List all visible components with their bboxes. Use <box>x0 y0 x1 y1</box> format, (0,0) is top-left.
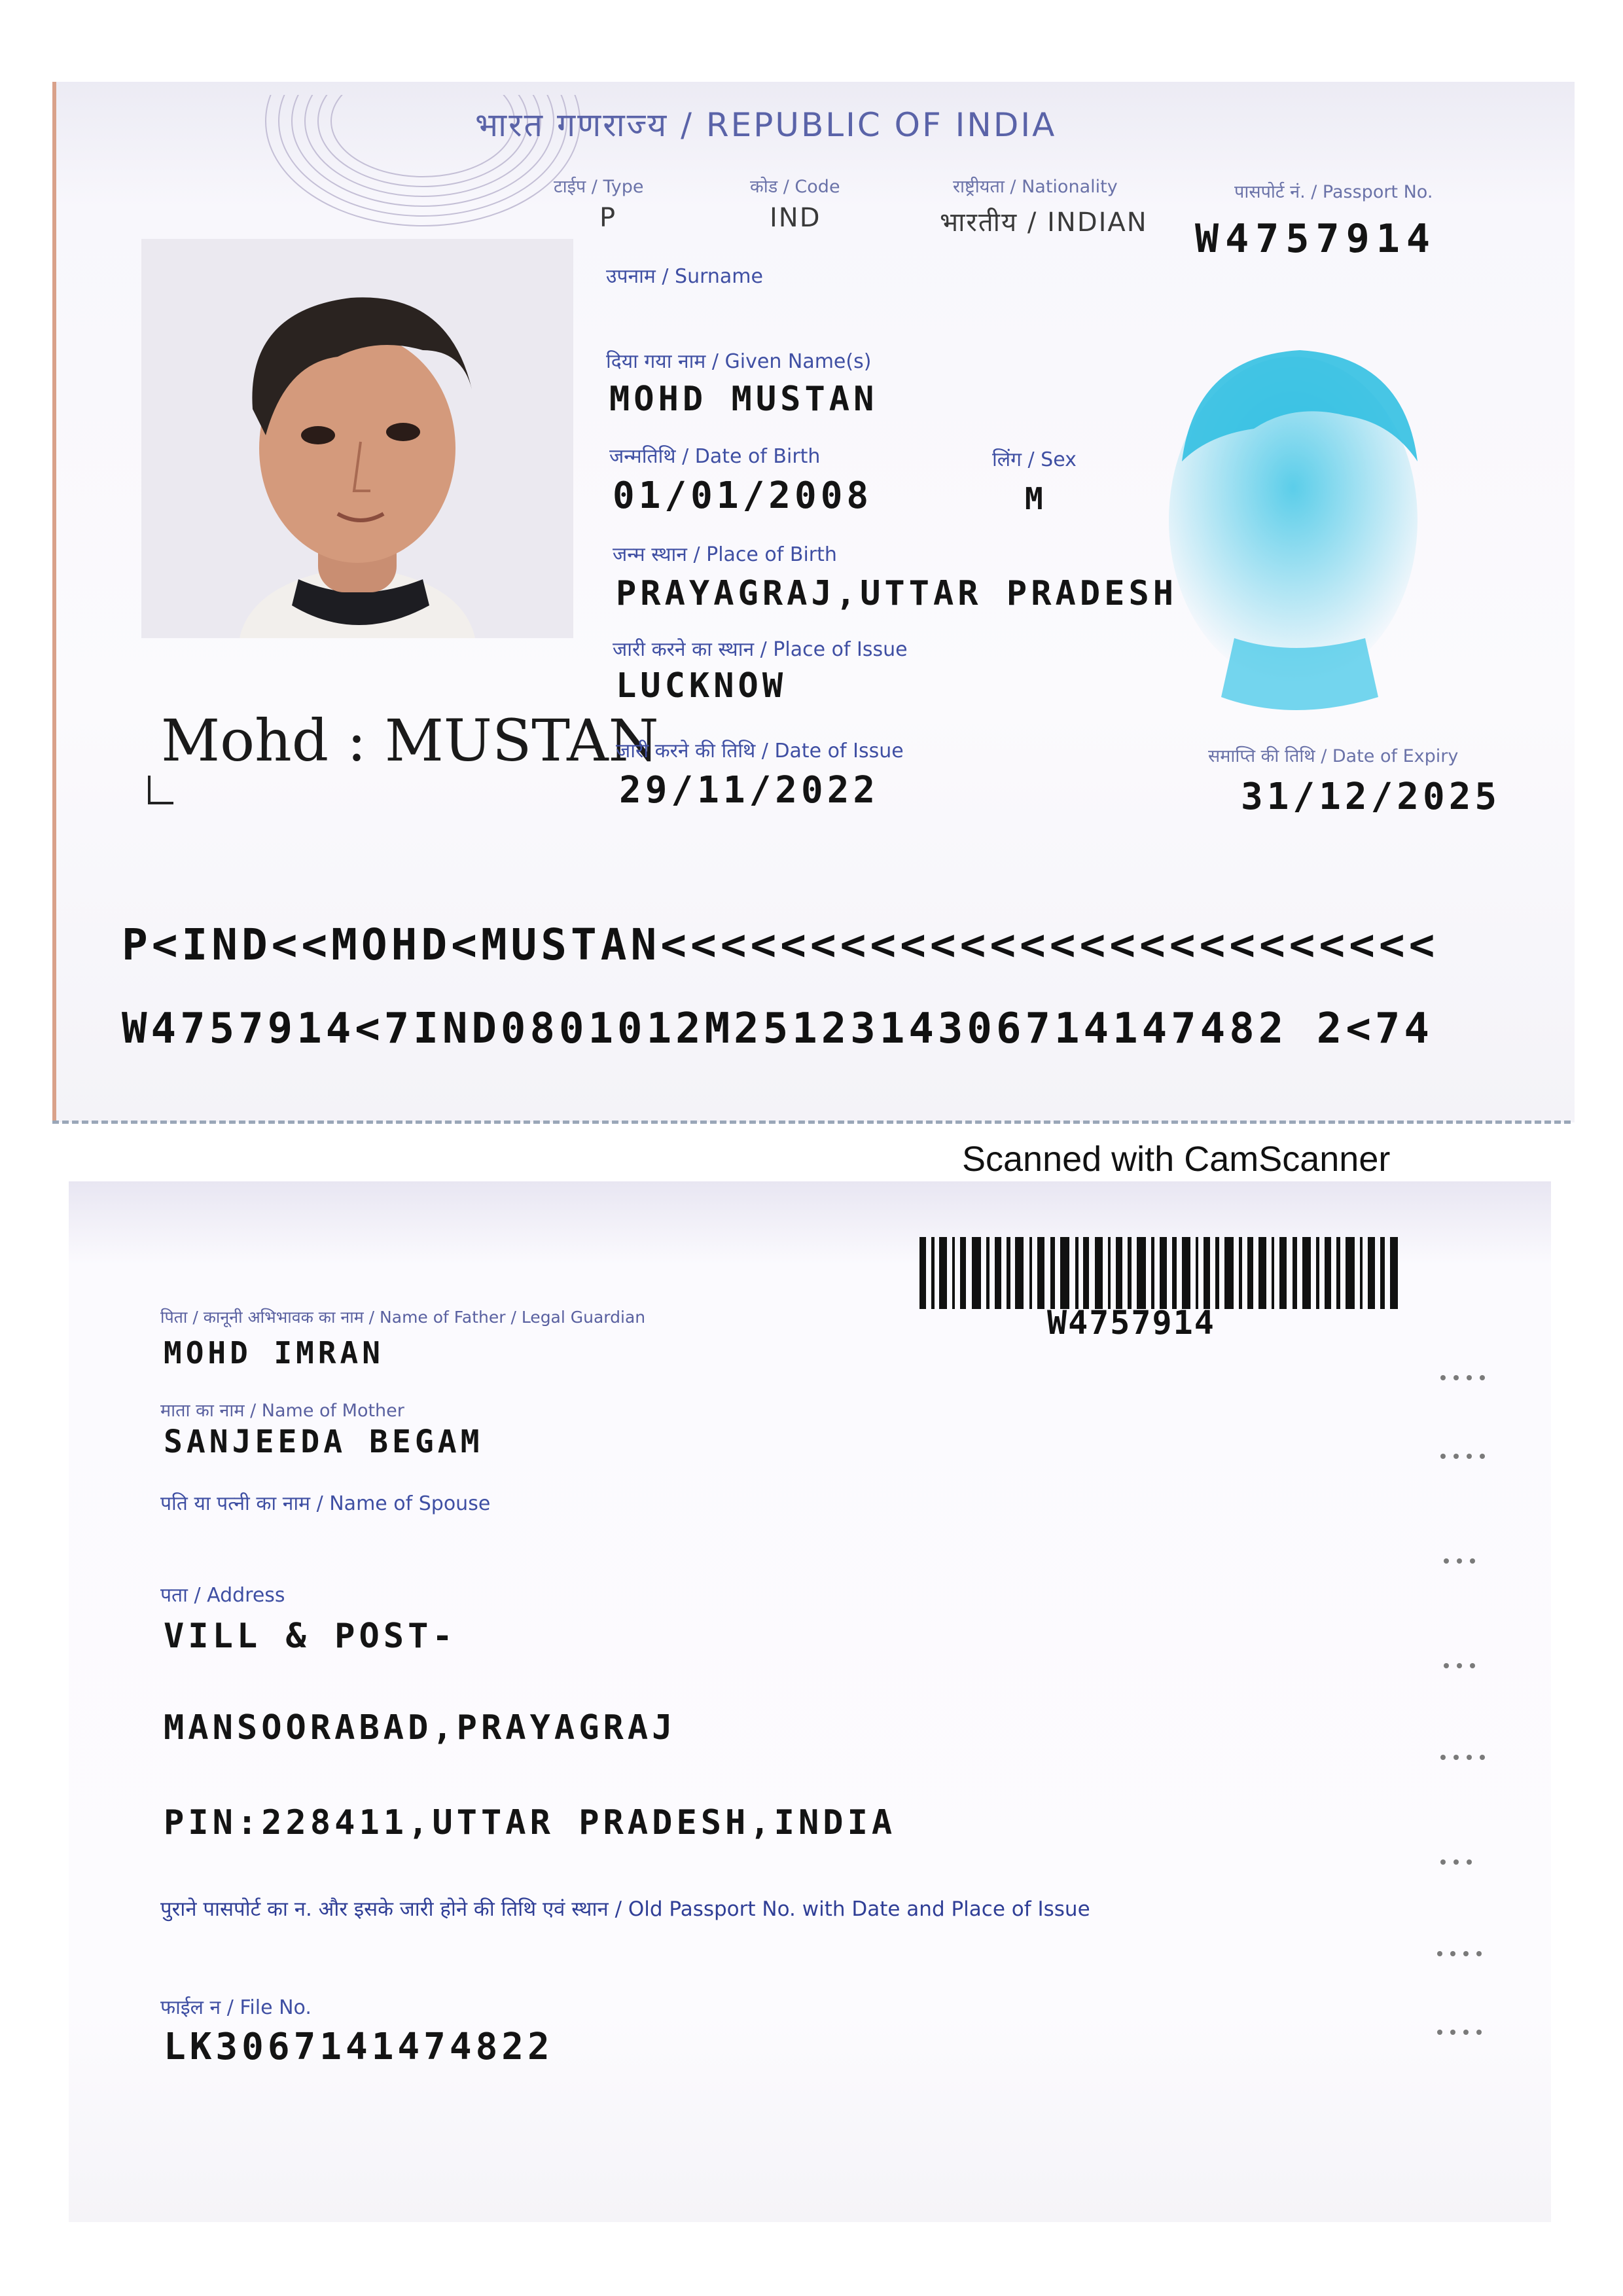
barcode-number: W4757914 <box>1047 1304 1215 1342</box>
file-no-label: फाईल न / File No. <box>160 1996 312 2019</box>
mrz-line-1: P<IND<<MOHD<MUSTAN<<<<<<<<<<<<<<<<<<<<<<<<<< <box>122 920 1439 970</box>
address-line-2: MANSOORABAD,PRAYAGRAJ <box>164 1708 677 1748</box>
page-title: भारत गणराज्य / REPUBLIC OF INDIA <box>475 106 1057 144</box>
sex-label: लिंग / Sex <box>992 448 1077 471</box>
holder-signature: Mohd : MUSTAN <box>161 707 659 774</box>
signature-mark <box>148 776 173 804</box>
sex-value: M <box>1025 481 1047 516</box>
type-value: P <box>599 203 617 233</box>
place-of-birth: PRAYAGRAJ,UTTAR PRADESH <box>616 574 1178 613</box>
poi-label: जारी करने का स्थान / Place of Issue <box>613 638 908 661</box>
passport-address-page <box>69 1181 1551 2222</box>
address-line-3: PIN:228411,UTTAR PRADESH,INDIA <box>164 1803 897 1842</box>
date-of-expiry: 31/12/2025 <box>1241 776 1501 818</box>
date-of-birth: 01/01/2008 <box>613 475 873 517</box>
given-names-label: दिया गया नाम / Given Name(s) <box>606 350 872 373</box>
nationality-label: राष्ट्रीयता / Nationality <box>953 177 1118 197</box>
file-number: LK3067141474822 <box>164 2026 554 2068</box>
mother-label: माता का नाम / Name of Mother <box>160 1401 404 1421</box>
doi-label: जारी करने की तिथि / Date of Issue <box>616 740 904 762</box>
mrz-line-2: W4757914<7IND0801012M2512314306714147482 2<74 <box>122 1005 1433 1053</box>
ghost-image <box>1130 331 1444 736</box>
address-label: पता / Address <box>160 1584 285 1607</box>
doe-label: समाप्ति की तिथि / Date of Expiry <box>1208 746 1459 766</box>
address-line-1: VILL & POST- <box>164 1617 457 1656</box>
date-of-issue: 29/11/2022 <box>619 769 880 812</box>
page-divider <box>52 1121 1571 1124</box>
scanner-watermark: Scanned with CamScanner <box>962 1139 1391 1179</box>
mother-name: SANJEEDA BEGAM <box>164 1424 484 1460</box>
father-name: MOHD IMRAN <box>164 1335 384 1371</box>
place-of-issue: LUCKNOW <box>616 666 787 706</box>
code-value: IND <box>770 203 821 233</box>
barcode-icon <box>919 1237 1404 1309</box>
surname-label: उपनाम / Surname <box>606 265 763 288</box>
given-names: MOHD MUSTAN <box>609 380 878 419</box>
nationality-value: भारतीय / INDIAN <box>940 207 1148 238</box>
code-label: कोड / Code <box>750 177 840 197</box>
father-label: पिता / कानूनी अभिभावक का नाम / Name of Father / Legal Guardian <box>160 1308 646 1327</box>
old-passport-label: पुराने पासपोर्ट का न. और इसके जारी होने की तिथि एवं स्थान / Old Passport No. with Date and Place of Issue <box>160 1897 1090 1921</box>
passport-data-page <box>52 82 1575 1122</box>
pob-label: जन्म स्थान / Place of Birth <box>613 543 837 566</box>
dob-label: जन्मतिथि / Date of Birth <box>609 445 821 468</box>
type-label: टाईप / Type <box>554 177 644 197</box>
passport-number: W4757914 <box>1195 216 1436 262</box>
holder-photo <box>141 239 573 638</box>
passport-no-label: पासपोर्ट नं. / Passport No. <box>1234 182 1433 202</box>
perforation-dots <box>1423 1365 1508 2052</box>
spouse-label: पति या पत्नी का नाम / Name of Spouse <box>160 1492 491 1515</box>
